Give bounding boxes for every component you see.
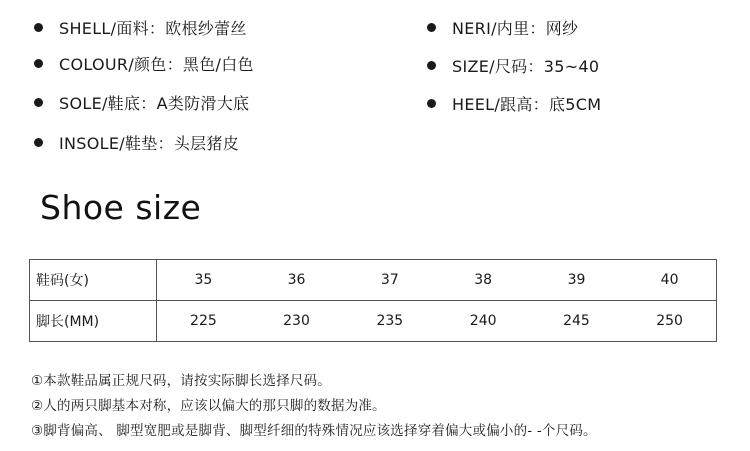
table-cell: 39 bbox=[530, 260, 623, 301]
spec-size-text: SIZE/尺码：35~40 bbox=[452, 57, 600, 76]
table-cell: 235 bbox=[343, 301, 436, 342]
table-cell: 36 bbox=[250, 260, 343, 301]
table-cell: 37 bbox=[343, 260, 436, 301]
bullet-icon bbox=[34, 23, 43, 32]
row-header: 脚长(MM) bbox=[30, 301, 157, 342]
bullet-icon bbox=[427, 61, 436, 70]
table-cell: 230 bbox=[250, 301, 343, 342]
spec-neri-text: NERI/内里：网纱 bbox=[452, 19, 579, 38]
spec-heel bbox=[427, 92, 601, 115]
spec-neri bbox=[427, 16, 578, 39]
spec-sole-text: SOLE/鞋底：A类防滑大底 bbox=[59, 94, 250, 113]
page-title: Shoe size bbox=[40, 188, 202, 227]
note-1: ①本款鞋品属正规尺码，请按实际脚长选择尺码。 bbox=[31, 373, 332, 389]
size-table bbox=[29, 259, 717, 342]
spec-insole-text: INSOLE/鞋垫：头层猪皮 bbox=[59, 134, 240, 153]
table-cell: 245 bbox=[530, 301, 623, 342]
note-3: ③脚背偏高、 脚型宽肥或是脚背、脚型纤细的特殊情况应该选择穿着偏大或偏小的- -个尺码。 bbox=[31, 423, 597, 439]
bullet-icon bbox=[427, 99, 436, 108]
row-header: 鞋码(女) bbox=[30, 260, 157, 301]
table-cell: 225 bbox=[157, 301, 250, 342]
table-cell: 38 bbox=[436, 260, 529, 301]
table-row bbox=[30, 260, 717, 301]
table-cell: 40 bbox=[623, 260, 716, 301]
bullet-icon bbox=[34, 59, 43, 68]
spec-sole bbox=[34, 91, 249, 114]
bullet-icon bbox=[34, 138, 43, 147]
table-row bbox=[30, 301, 717, 342]
table-cell: 250 bbox=[623, 301, 716, 342]
bullet-icon bbox=[427, 23, 436, 32]
spec-colour bbox=[34, 52, 254, 75]
spec-size bbox=[427, 54, 599, 77]
spec-shell bbox=[34, 16, 247, 39]
note-2: ②人的两只脚基本对称，应该以偏大的那只脚的数据为准。 bbox=[31, 398, 386, 414]
bullet-icon bbox=[34, 98, 43, 107]
spec-shell-text: SHELL/面料：欧根纱蕾丝 bbox=[59, 19, 247, 38]
table-cell: 240 bbox=[436, 301, 529, 342]
spec-insole bbox=[34, 131, 239, 154]
table-cell: 35 bbox=[157, 260, 250, 301]
spec-colour-text: COLOUR/颜色：黑色/白色 bbox=[59, 55, 254, 74]
spec-heel-text: HEEL/跟高：底5CM bbox=[452, 95, 602, 114]
